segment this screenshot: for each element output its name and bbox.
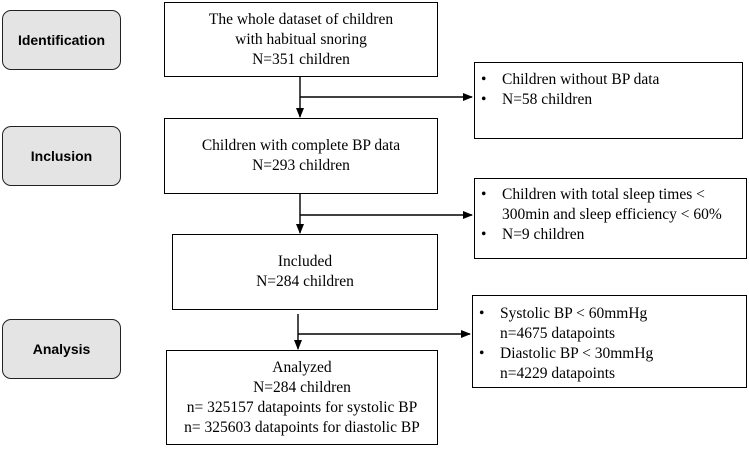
included-line1: Included (277, 253, 333, 270)
whole-dataset-line2: with habitual snoring (235, 30, 367, 48)
analyzed-line1: Analyzed (272, 358, 332, 376)
analyzed-count: N=284 children (253, 378, 351, 396)
stage-inclusion-label: Inclusion (30, 148, 93, 164)
analyzed-systolic: n= 325157 datapoints for systolic BP (186, 398, 418, 416)
included-count: N=284 children (256, 273, 354, 290)
complete-bp-line1: Children with complete BP data (201, 137, 401, 154)
bp-threshold-item2-sub: n=4229 datapoints (500, 365, 616, 382)
bp-threshold-item1: • Systolic BP < 60mmHg (473, 304, 746, 324)
bp-threshold-item2: • Diastolic BP < 30mmHg (473, 344, 746, 364)
no-bp-item1: • Children without BP data (475, 70, 742, 90)
whole-dataset-line1: The whole dataset of children (208, 10, 394, 28)
complete-bp-count: N=293 children (252, 157, 350, 174)
stage-analysis-label: Analysis (32, 341, 91, 357)
sleep-item1-line2: 300min and sleep efficiency < 60% (502, 206, 722, 223)
analyzed-diastolic: n= 325603 datapoints for diastolic BP (184, 418, 420, 436)
sleep-item2: • N=9 children (475, 225, 746, 245)
sleep-item1-line1: • Children with total sleep times < (475, 185, 746, 205)
stage-identification-label: Identification (17, 32, 106, 48)
whole-dataset-count: N=351 children (252, 50, 350, 68)
bp-threshold-item1-sub: n=4675 datapoints (500, 325, 616, 342)
no-bp-item2: • N=58 children (475, 90, 742, 110)
